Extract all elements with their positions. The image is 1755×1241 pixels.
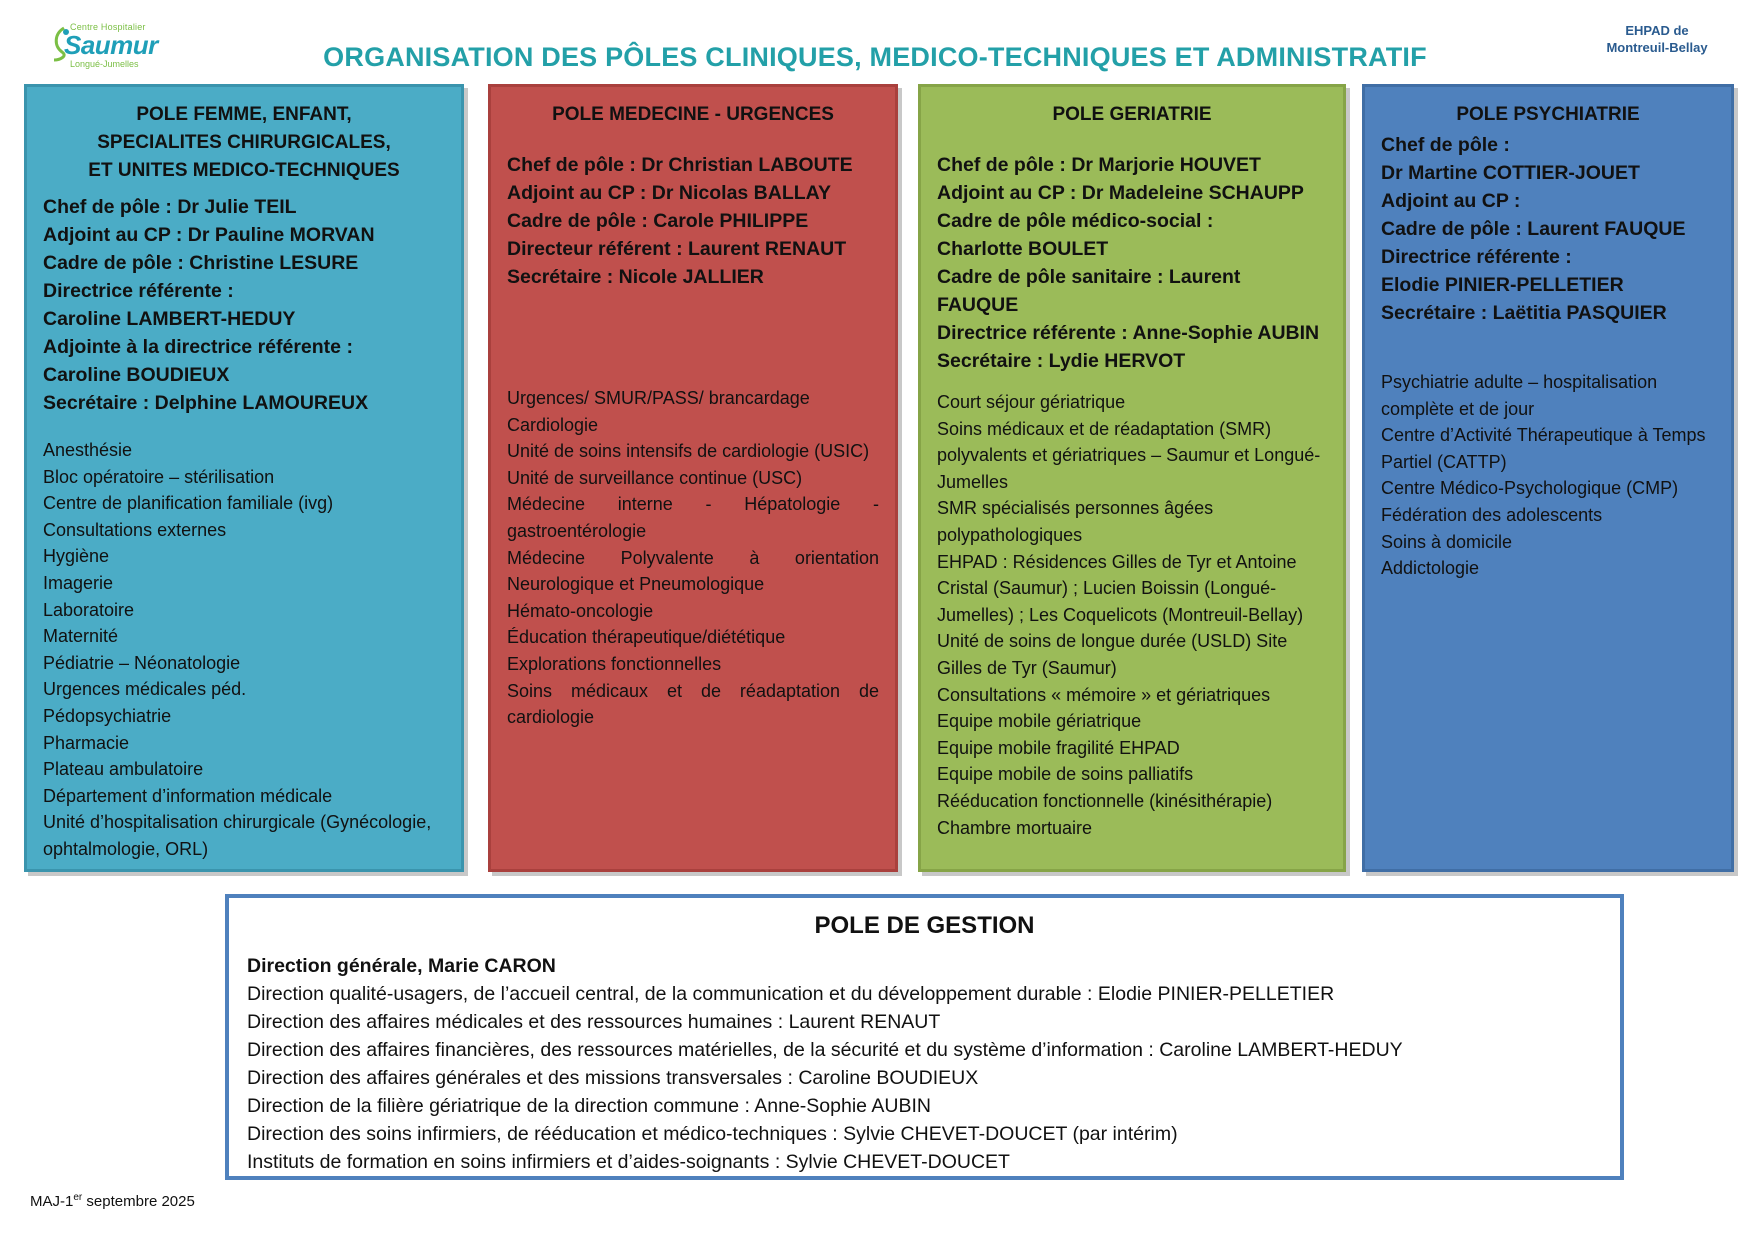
service-item: Psychiatrie adulte – hospitalisation complète et de jour (1381, 372, 1658, 419)
lead-line: Cadre de pôle médico-social : (937, 210, 1214, 232)
pole-title (43, 101, 445, 185)
service-item: Urgences médicales péd. (43, 679, 247, 700)
service-item: Centre Médico-Psychologique (CMP) (1381, 478, 1679, 499)
gestion-line: Direction qualité-usagers, de l’accueil central, de la communication et du développement durable : Elodie PINIER-PELLETIER (247, 983, 1335, 1005)
lead-line: Secrétaire : Delphine LAMOUREUX (43, 392, 369, 414)
service-item: Soins médicaux et de réadaptation (SMR) polyvalents et gériatriques – Saumur et Longué-Jumelles (937, 418, 1321, 492)
service-item: Maternité (43, 626, 119, 647)
lead-line: Directrice référente : (1381, 246, 1572, 268)
service-item: SMR spécialisés personnes âgées polypathologiques (937, 498, 1214, 545)
page-title: ORGANISATION DES PÔLES CLINIQUES, MEDICO-TECHNIQUES ET ADMINISTRATIF (323, 42, 1427, 72)
lead-line: Secrétaire : Nicole JALLIER (507, 266, 764, 288)
lead-line: Directeur référent : Laurent RENAUT (507, 238, 847, 260)
pole-services (937, 389, 1327, 841)
service-item: Médecine interne - Hépatologie - gastroentérologie (507, 494, 879, 541)
service-item: Consultations « mémoire » et gériatriques (937, 684, 1271, 705)
lead-line: Elodie PINIER-PELLETIER (1381, 274, 1624, 296)
update-suffix: septembre 2025 (82, 1193, 195, 1210)
lead-line: Chef de pôle : (1381, 134, 1510, 156)
service-item: Explorations fonctionnelles (507, 653, 722, 674)
service-item: Bloc opératoire – stérilisation (43, 466, 275, 487)
service-item: Equipe mobile fragilité EHPAD (937, 737, 1180, 758)
service-item: Hémato-oncologie (507, 600, 654, 621)
service-item: Centre de planification familiale (ivg) (43, 493, 334, 514)
pole-gestion (225, 894, 1624, 1180)
pole-leads (937, 151, 1327, 375)
pole-title-line: POLE MEDECINE - URGENCES (552, 104, 834, 125)
lead-line: Adjoint au CP : (1381, 190, 1521, 212)
lead-line: Chef de pôle : Dr Julie TEIL (43, 196, 297, 218)
pole-title-line: POLE PSYCHIATRIE (1456, 104, 1640, 125)
pole-title-line: SPECIALITES CHIRURGICALES, (97, 132, 391, 153)
gestion-line: Direction des affaires médicales et des ressources humaines : Laurent RENAUT (247, 1011, 941, 1033)
gestion-head: Direction générale, Marie CARON (247, 955, 556, 977)
lead-line: Caroline BOUDIEUX (43, 364, 230, 386)
lead-line: Directrice référente : (43, 280, 234, 302)
service-item: Soins médicaux et de réadaptation de cardiologie (507, 680, 879, 728)
logo-line-1: Centre Hospitalier (70, 22, 146, 32)
lead-line: Directrice référente : Anne-Sophie AUBIN (937, 322, 1320, 344)
gestion-lines (247, 952, 1403, 1176)
update-sup: er (73, 1192, 83, 1203)
pole-title-line: POLE FEMME, ENFANT, (136, 104, 352, 125)
logo-line-2: Saumur (64, 30, 158, 60)
update-prefix: MAJ-1 (30, 1193, 74, 1210)
service-item: Cardiologie (507, 414, 599, 435)
pole-femme-enfant (24, 84, 464, 872)
service-item: Éducation thérapeutique/diététique (507, 627, 786, 648)
lead-line: Adjoint au CP : Dr Nicolas BALLAY (507, 182, 831, 204)
lead-line: Cadre de pôle : Carole PHILIPPE (507, 210, 809, 232)
ehpad-logo-line-1: EHPAD de (1625, 23, 1689, 38)
lead-line: Charlotte BOULET (937, 238, 1109, 260)
service-item: Département d’information médicale (43, 785, 333, 806)
hospital-logo (50, 20, 160, 68)
lead-line: Cadre de pôle sanitaire : Laurent FAUQUE (937, 266, 1241, 316)
service-item: Médecine Polyvalente à orientation Neurologique et Pneumologique (507, 547, 879, 595)
pole-title (937, 101, 1327, 129)
lead-line: Adjoint au CP : Dr Pauline MORVAN (43, 224, 375, 246)
lead-line: Cadre de pôle : Christine LESURE (43, 252, 359, 274)
service-item: Centre d’Activité Thérapeutique à Temps Partiel (CATTP) (1381, 425, 1706, 472)
service-item: Plateau ambulatoire (43, 759, 204, 780)
pole-leads (507, 151, 879, 291)
pole-title-line: POLE GERIATRIE (1052, 104, 1212, 125)
lead-line: Adjointe à la directrice référente : (43, 336, 353, 358)
service-item: Pédiatrie – Néonatologie (43, 652, 241, 673)
gestion-line: Direction de la filière gériatrique de la direction commune : Anne-Sophie AUBIN (247, 1095, 931, 1117)
pole-title (1381, 101, 1715, 129)
service-item: Anesthésie (43, 440, 133, 460)
service-item: Unité d’hospitalisation chirurgicale (Gynécologie, ophtalmologie, ORL) (43, 812, 432, 859)
ehpad-logo-line-2: Montreuil-Bellay (1606, 40, 1708, 55)
service-item: Unité de soins intensifs de cardiologie (USIC) (507, 441, 870, 462)
pole-title-line: ET UNITES MEDICO-TECHNIQUES (88, 160, 400, 181)
pole-services (43, 437, 445, 863)
gestion-line: Instituts de formation en soins infirmiers et d’aides-soignants : Sylvie CHEVET-DOUCET (247, 1151, 1010, 1173)
lead-line: Adjoint au CP : Dr Madeleine SCHAUPP (937, 182, 1304, 204)
lead-line: Secrétaire : Lydie HERVOT (937, 350, 1186, 372)
gestion-line: Direction des soins infirmiers, de rééducation et médico-techniques : Sylvie CHEVET-DOUCET (par intérim) (247, 1123, 1178, 1145)
lead-line: Secrétaire : Laëtitia PASQUIER (1381, 302, 1667, 324)
service-item: Urgences/ SMUR/PASS/ brancardage (507, 388, 810, 408)
pole-medecine-urgences (488, 84, 898, 872)
service-item: Rééducation fonctionnelle (kinésithérapie) (937, 790, 1273, 811)
service-item: Pédopsychiatrie (43, 705, 172, 726)
service-item: Unité de surveillance continue (USC) (507, 467, 803, 488)
pole-geriatrie (918, 84, 1346, 872)
lead-line: Dr Martine COTTIER-JOUET (1381, 162, 1640, 184)
pole-services (507, 385, 879, 731)
lead-line: Caroline LAMBERT-HEDUY (43, 308, 296, 330)
service-item: Chambre mortuaire (937, 817, 1093, 838)
update-date (30, 1192, 195, 1210)
service-item: Equipe mobile gériatrique (937, 711, 1142, 732)
gestion-title: POLE DE GESTION (814, 912, 1035, 939)
logo-line-3: Longué-Jumelles (70, 59, 139, 69)
service-item: Consultations externes (43, 519, 227, 540)
service-item: Hygiène (43, 546, 110, 567)
service-item: EHPAD : Résidences Gilles de Tyr et Antoine Cristal (Saumur) ; Lucien Boissin (Longué-Jumelles) ; Les Coquelicots (Montreuil-Bellay) (937, 551, 1304, 625)
pole-leads (1381, 131, 1715, 327)
ehpad-logo (1587, 22, 1727, 56)
gestion-line: Direction des affaires générales et des missions transversales : Caroline BOUDIEUX (247, 1067, 979, 1089)
service-item: Pharmacie (43, 732, 130, 753)
service-item: Fédération des adolescents (1381, 504, 1603, 525)
pole-services (1381, 369, 1715, 582)
lead-line: Chef de pôle : Dr Marjorie HOUVET (937, 154, 1261, 176)
service-item: Court séjour gériatrique (937, 392, 1126, 412)
pole-leads (43, 193, 445, 417)
service-item: Imagerie (43, 572, 114, 593)
service-item: Equipe mobile de soins palliatifs (937, 764, 1194, 785)
service-item: Laboratoire (43, 599, 135, 620)
lead-line: Cadre de pôle : Laurent FAUQUE (1381, 218, 1686, 240)
lead-line: Chef de pôle : Dr Christian LABOUTE (507, 154, 853, 176)
service-item: Unité de soins de longue durée (USLD) Site Gilles de Tyr (Saumur) (937, 631, 1288, 678)
service-item: Soins à domicile (1381, 531, 1513, 552)
service-item: Addictologie (1381, 558, 1480, 579)
pole-psychiatrie (1362, 84, 1734, 872)
gestion-line: Direction des affaires financières, des ressources matérielles, de la sécurité et du système d’information : Caroline LAMBERT-HEDUY (247, 1039, 1403, 1061)
pole-title (507, 101, 879, 129)
